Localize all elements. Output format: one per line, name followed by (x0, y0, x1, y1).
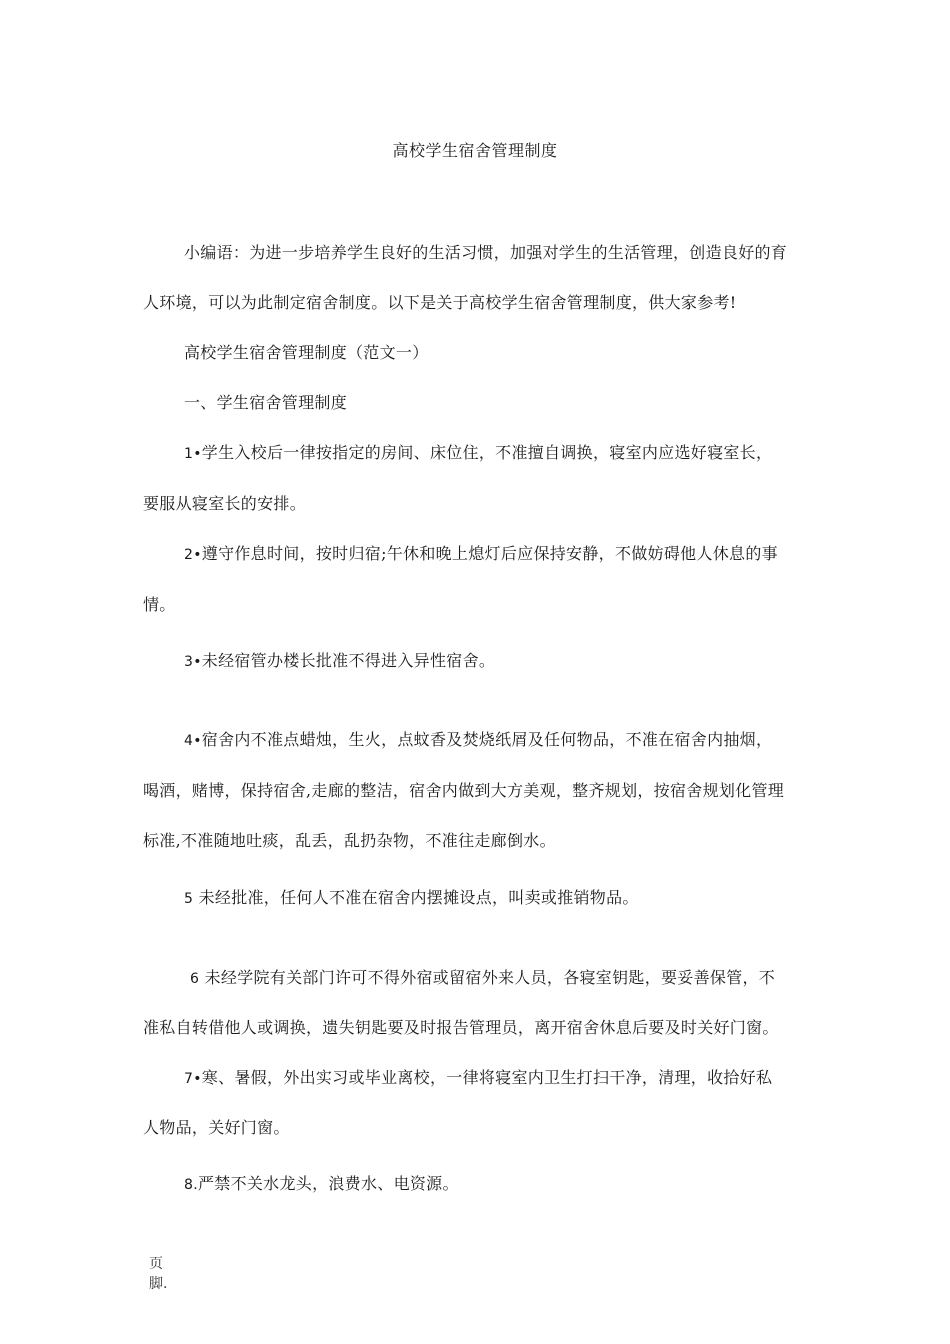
intro-line-2: 人环境，可以为此制定宿舍制度。以下是关于高校学生宿舍管理制度，供大家参考! (143, 293, 737, 312)
rule-1-number: 1• (184, 446, 202, 462)
page-title: 高校学生宿舍管理制度 (392, 141, 558, 160)
rule-5-text: 未经批准，任何人不准在宿舍内摆摊设点，叫卖或推销物品。 (198, 888, 639, 907)
rule-3-number: 3• (184, 654, 202, 670)
rule-8-line-1 (184, 1171, 854, 1194)
rule-4-line-3: 标准,不准随地吐痰，乱丢，乱扔杂物，不准往走廊倒水。 (143, 831, 556, 850)
rule-8-text: 严禁不关水龙头，浪费水、电资源。 (197, 1174, 459, 1193)
rule-6-line-1 (190, 965, 860, 988)
sub-heading: 一、学生宿舍管理制度 (184, 393, 348, 412)
rule-2-number: 2• (184, 547, 202, 563)
rule-2-line-1 (184, 541, 854, 564)
rule-7-line-2: 人物品，关好门窗。 (143, 1118, 290, 1137)
rule-7-line-1 (184, 1065, 854, 1088)
rule-2-text: 遵守作息时间，按时归宿;午休和晚上熄灯后应保持安静，不做妨碍他人休息的事 (201, 544, 778, 563)
footer-line-2: 脚. (149, 1276, 168, 1292)
rule-3-line-1 (184, 648, 854, 671)
rule-5-number: 5 (184, 891, 194, 907)
rule-4-number: 4• (184, 733, 202, 749)
rule-8-number: 8. (184, 1177, 198, 1193)
rule-4-line-2: 喝酒，赌博，保持宿舍,走廊的整洁，宿舍内做到大方美观，整齐规划，按宿舍规划化管理 (143, 781, 785, 800)
rule-7-text: 寒、暑假，外出实习或毕业离校，一律将寝室内卫生打扫干净，清理，收拾好私 (201, 1068, 773, 1087)
rule-6-number: 6 (190, 971, 200, 987)
rule-5-line-1 (184, 885, 854, 908)
rule-6-line-2: 准私自转借他人或调换，遗失钥匙要及时报告管理员，离开宿舍休息后要及时关好门窗。 (143, 1018, 779, 1037)
rule-7-number: 7• (184, 1071, 202, 1087)
rule-1-text: 学生入校后一律按指定的房间、床位住，不准擅自调换，寝室内应选好寝室长， (201, 443, 773, 462)
rule-1-line-2: 要服从寝室长的安排。 (143, 494, 307, 513)
rule-2-line-2: 情。 (143, 595, 176, 614)
rule-4-line-1 (184, 727, 854, 750)
footer-line-1: 页 (149, 1256, 163, 1272)
rule-3-text: 未经宿管办楼长批准不得进入异性宿舍。 (201, 651, 496, 670)
page-footer (149, 1254, 167, 1294)
section-title: 高校学生宿舍管理制度（范文一） (184, 343, 429, 362)
rule-6-text: 未经学院有关部门许可不得外宿或留宿外来人员，各寝室钥匙，要妥善保管，不 (204, 968, 776, 987)
rule-4-text: 宿舍内不准点蜡烛，生火，点蚊香及焚烧纸屑及任何物品，不准在宿舍内抽烟， (201, 730, 773, 749)
rule-1-line-1 (184, 440, 854, 463)
intro-line-1: 小编语：为进一步培养学生良好的生活习惯，加强对学生的生活管理，创造良好的育 (184, 243, 788, 262)
